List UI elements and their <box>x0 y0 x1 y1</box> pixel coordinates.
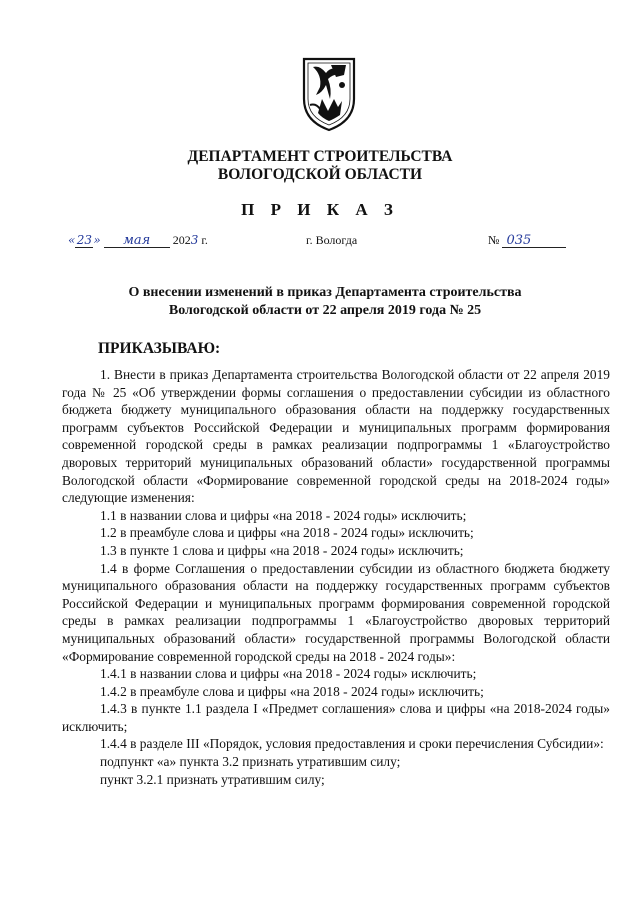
city: г. Вологда <box>306 233 358 247</box>
order-subject <box>90 284 560 320</box>
paragraph-1-4-2: 1.4.2 в преамбуле слова и цифры «на 2018 - 2024 годы» исключить; <box>100 683 484 699</box>
order-date <box>68 233 208 248</box>
subject-line2: Вологодской области от 22 апреля 2019 года № 25 <box>168 303 482 318</box>
paragraph-subitem-a: подпункт «а» пункта 3.2 признать утратившим силу; <box>100 754 401 770</box>
paragraph-1-4-4: 1.4.4 в разделе III «Порядок, условия предоставления и сроки перечисления Субсидии»: <box>100 736 604 752</box>
paragraph-1-4-1: 1.4.1 в названии слова и цифры «на 2018 - 2024 годы» исключить; <box>100 666 477 682</box>
department-name-line2: ВОЛОГОДСКОЙ ОБЛАСТИ <box>217 166 423 183</box>
paragraph-1-1: 1.1 в названии слова и цифры «на 2018 - 2024 годы» исключить; <box>100 507 467 523</box>
date-year-suffix: г. <box>201 233 208 247</box>
date-month: мая <box>104 234 170 248</box>
number-value: 035 <box>502 234 566 248</box>
date-open-quote: « <box>68 233 76 247</box>
number-label: № <box>488 233 500 247</box>
paragraph-1-4: 1.4 в форме Соглашения о предоставлении субсидии из областного бюджета бюджету муниципального образования области на поддержку государственных программ субъектов Российской Федерации и муниципальных программ формирования современной городской среды в рамках реализации подпрограммы 1 «Благоустройство дворовых территорий муниципальных образований области» государственной программы Вологодской области «Формирование современной городской среды на 2018 - 2024 годы»: <box>62 560 610 664</box>
coat-of-arms-emblem <box>298 55 360 133</box>
document-type-title: П Р И К А З <box>241 200 399 219</box>
paragraph-1-3: 1.3 в пункте 1 слова и цифры «на 2018 - 2024 годы» исключить; <box>100 542 464 558</box>
date-year-digit: 3 <box>190 233 199 247</box>
paragraph-3-2-1: пункт 3.2.1 признать утратившим силу; <box>100 771 325 787</box>
date-close-quote: » <box>93 233 101 247</box>
department-name-line1: ДЕПАРТАМЕНТ СТРОИТЕЛЬСТВА <box>187 148 453 165</box>
date-day: 23 <box>76 233 92 247</box>
paragraph-1-4-3: 1.4.3 в пункте 1.1 раздела I «Предмет соглашения» слова и цифры «на 2018-2024 годы» исключить; <box>62 701 610 734</box>
decree-heading: ПРИКАЗЫВАЮ: <box>98 340 221 357</box>
date-year-prefix: 202 <box>172 233 191 247</box>
order-number <box>488 233 566 248</box>
paragraph-1-2: 1.2 в преамбуле слова и цифры «на 2018 - 2024 годы» исключить; <box>100 525 474 541</box>
subject-line1: О внесении изменений в приказ Департамента строительства <box>128 285 522 300</box>
paragraph-1: 1. Внести в приказ Департамента строительства Вологодской области от 22 апреля 2019 года № 25 «Об утверждении формы соглашения о предоставлении субсидии из областного бюджета бюджету муниципального образования области на поддержку государственных программ субъектов Российской Федерации и муниципальных программ формирования современной городской среды в рамках реализации подпрограммы 1 «Благоустройство дворовых территорий муниципальных образований области» государственной программы Вологодской области «Формирование современной городской среды на 2018-2024 годы» следующие изменения: <box>62 367 610 506</box>
order-body <box>62 366 610 788</box>
